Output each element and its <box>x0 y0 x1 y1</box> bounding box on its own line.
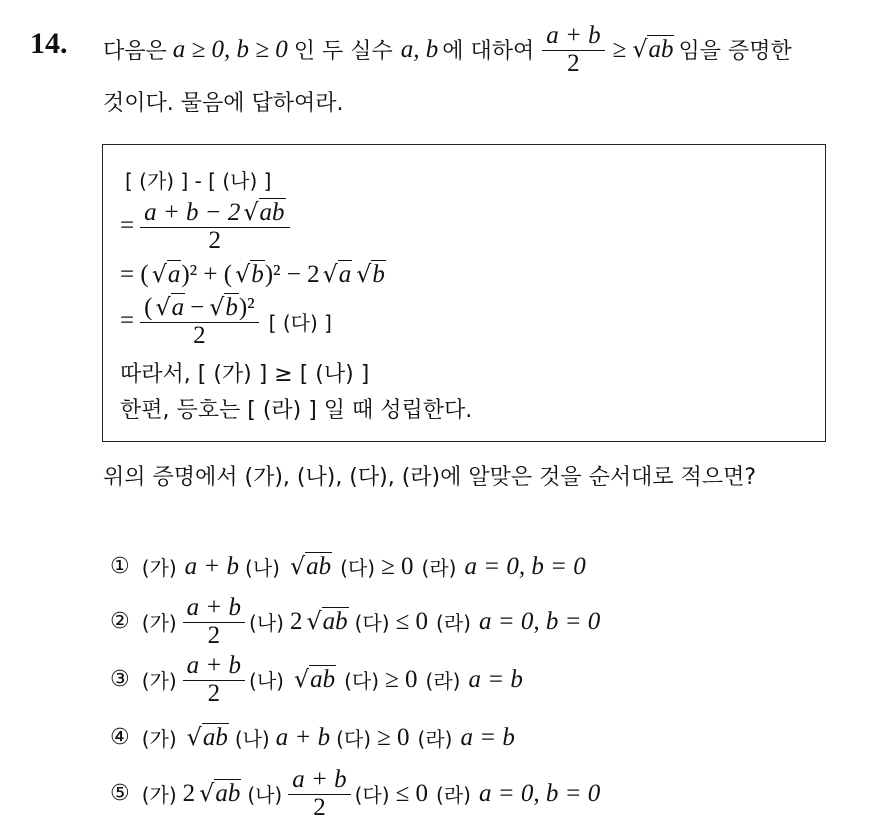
sqrt-argument: b <box>251 261 264 288</box>
question-fraction <box>542 22 604 77</box>
label-ga: (가) <box>141 556 177 580</box>
sqrt-argument: a <box>167 261 181 288</box>
choice-ga-coefficient: 2 <box>182 779 196 807</box>
label-ga: (가) <box>141 783 177 808</box>
label-ga: (가) <box>141 669 177 694</box>
proof-line-5: 따라서, [ (가) ] ≥ [ (나) ] <box>120 362 370 387</box>
minus-sign: − <box>190 294 205 321</box>
label-ra: (라) <box>436 611 471 636</box>
choice-na-coefficient: 2 <box>289 607 303 635</box>
sqrt-argument: b <box>225 294 238 321</box>
proof-fraction-1-numerator <box>140 198 289 227</box>
fraction-numerator: a + b <box>292 766 347 793</box>
proof-fraction-2 <box>140 293 259 349</box>
question-number: 14. <box>30 27 68 60</box>
proof-fraction-2-denominator: 2 <box>193 322 206 349</box>
choice-ra-value: a = 0, b = 0 <box>478 607 601 635</box>
label-na: (나) <box>247 783 283 808</box>
sqrt-argument: ab <box>202 724 228 751</box>
fraction-denominator: 2 <box>207 622 221 649</box>
choice-da-value: ≥ 0 <box>385 665 418 693</box>
sqrt-expression: √ b <box>209 293 238 321</box>
proof-fraction-1 <box>140 198 289 254</box>
label-da: (다) <box>340 556 376 580</box>
proof-fraction-2-numerator <box>140 293 259 322</box>
sqrt-expression: √ ab <box>186 723 228 751</box>
geq-symbol: ≥ <box>612 35 627 63</box>
sqrt-argument: ab <box>259 199 285 226</box>
sqrt-argument: a <box>338 261 352 288</box>
choice-ra-value: a = 0, b = 0 <box>478 779 601 807</box>
choice-ra-value: a = b <box>468 665 523 693</box>
sqrt-expression: √ a <box>155 293 185 321</box>
expr-part: = ( <box>120 261 149 288</box>
sqrt-expression: √ ab <box>293 665 336 694</box>
label-na: (나) <box>249 669 284 694</box>
choice-da-value: ≤ 0 <box>395 779 429 807</box>
proof-line-1: [ (가) ] - [ (나) ] <box>125 169 272 193</box>
choice-na-fraction <box>288 766 350 821</box>
choice-number: ① <box>110 554 130 579</box>
choice-ga-fraction <box>183 594 245 649</box>
proof-line-3 <box>120 260 386 289</box>
proof-line-4 <box>120 293 332 349</box>
sqrt-expression: √ ab <box>243 198 285 226</box>
label-ga: (가) <box>141 727 177 751</box>
label-da: (다) <box>344 669 380 694</box>
question-text-c: 에 대하여 <box>442 39 535 65</box>
choice-number: ③ <box>110 667 130 693</box>
equals-sign: = <box>120 307 135 335</box>
sqrt-expression: √ ab <box>632 35 674 64</box>
label-na: (나) <box>234 727 270 751</box>
blank-da: [ (다) ] <box>268 310 332 335</box>
choice-ra-value: a = b <box>460 723 515 751</box>
fraction-denominator: 2 <box>567 50 580 77</box>
question-text-a: 다음은 <box>103 39 167 65</box>
sqrt-expression: √ a <box>322 260 352 288</box>
expr-part: )² + ( <box>181 261 233 288</box>
sqrt-expression: √ a <box>151 260 181 288</box>
expr-part: )² − 2 <box>264 261 320 288</box>
label-na: (나) <box>245 556 280 580</box>
question-line-2: 것이다. 물음에 답하여라. <box>103 91 344 116</box>
sqrt-expression: √ ab <box>289 552 332 580</box>
proof-line-2 <box>120 198 290 254</box>
label-ra: (라) <box>436 783 471 808</box>
sqrt-argument: ab <box>310 666 336 694</box>
choice-2[interactable] <box>110 594 600 649</box>
choice-ga-fraction <box>183 652 245 707</box>
choice-number: ② <box>110 609 130 635</box>
question-text-b: 인 두 실수 <box>293 39 393 65</box>
choice-5[interactable] <box>110 766 600 821</box>
fraction-numerator: a + b <box>186 652 242 679</box>
proof-line-6: 한편, 등호는 [ (라) ] 일 때 성립한다. <box>120 398 473 423</box>
label-ra: (라) <box>421 556 457 580</box>
sqrt-expression: √ b <box>356 260 385 288</box>
choice-da-value: ≤ 0 <box>395 607 429 635</box>
choice-number: ⑤ <box>110 781 130 807</box>
close-paren-squared: )² <box>238 294 255 321</box>
fraction-denominator: 2 <box>207 680 221 707</box>
sqrt-argument: ab <box>215 780 241 808</box>
label-da: (다) <box>336 727 372 751</box>
label-na: (나) <box>249 611 284 636</box>
label-ra: (라) <box>425 669 461 694</box>
question-text-d: 임을 증명한 <box>678 39 792 65</box>
label-ga: (가) <box>141 611 177 636</box>
question-line-1 <box>103 22 792 77</box>
sqrt-expression: √ b <box>235 260 264 288</box>
question-ask: 위의 증명에서 (가), (나), (다), (라)에 알맞은 것을 순서대로 적으면? <box>103 465 757 490</box>
choice-4[interactable] <box>110 723 515 752</box>
question-vars: a, b <box>400 35 439 63</box>
choice-number: ④ <box>110 725 130 750</box>
sqrt-expression: √ ab <box>306 607 348 636</box>
numerator-text: a + b − 2 <box>144 199 241 226</box>
choice-1[interactable] <box>110 552 586 581</box>
sqrt-argument: ab <box>648 36 674 64</box>
choice-3[interactable] <box>110 652 523 707</box>
choice-ga-value: a + b <box>184 552 240 580</box>
sqrt-expression: √ ab <box>199 779 241 808</box>
fraction-numerator: a + b <box>186 594 242 621</box>
sqrt-argument: b <box>372 261 385 288</box>
choice-da-value: ≥ 0 <box>377 723 410 751</box>
choice-ra-value: a = 0, b = 0 <box>464 552 586 580</box>
fraction-numerator: a + b <box>546 22 601 49</box>
open-paren: ( <box>144 294 153 321</box>
sqrt-argument: ab <box>322 608 348 636</box>
question-condition: a ≥ 0, b ≥ 0 <box>172 35 288 63</box>
sqrt-argument: a <box>171 294 185 321</box>
choice-na-value: a + b <box>275 723 331 751</box>
choice-da-value: ≥ 0 <box>381 552 414 580</box>
label-ra: (라) <box>417 727 453 751</box>
label-da: (다) <box>354 611 390 636</box>
label-da: (다) <box>354 783 390 808</box>
fraction-denominator: 2 <box>313 794 326 821</box>
equals-sign: = <box>120 212 135 240</box>
sqrt-argument: ab <box>306 553 332 580</box>
proof-fraction-1-denominator: 2 <box>208 227 222 254</box>
